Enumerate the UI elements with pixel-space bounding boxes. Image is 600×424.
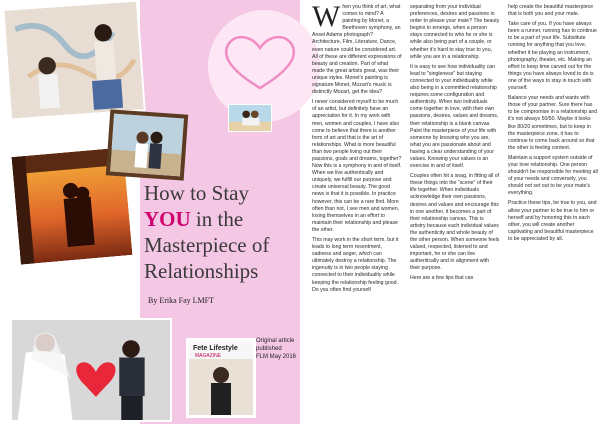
paragraph: Couples often hit a snag, in fitting all of these things into the "scene" of their life together. When individuals acknowledge their own passions, desires and values and encourage this in one another, it becomes a part of their relationship canvas. This is artistry because each individual values the authenticity and whole beauty of the other person. When someone feels valued, respected, listened to and important, he or she can live authentically and in alignment with their purpose. xyxy=(410,173,500,272)
title-line-2-rest: in the xyxy=(190,207,244,231)
magazine-brand: Fete Lifestyle xyxy=(193,345,238,352)
drop-cap: W xyxy=(312,0,341,33)
title-line-4: Relationships xyxy=(144,259,259,283)
paragraph: Take care of you. If you have always been a runner, running has to continue to be a part of your life. Substitute running for anything that you love, whether it be playing an instrument, photography, theater, etc. Making an effort to keep time carved out for the things you have always loved to do is one of the ways to stay in touch with yourself. xyxy=(508,21,597,92)
paragraph: I never considered myself to be much of an artist, but definitely have an appreciation for it. In my work with men, women and couples, I have also come to believe that there is another form of art and that is the art of relationships. What is more beautiful than two people living out their passions, goals and dreams, together? Now this is a symphony in and of itself. When we live authentically and uniquely, we fulfill our purpose and create universal beauty. The good news is that it is possible. In practice however, this can be a rare find. More often than not, I see men and women, losing themselves in an effort to maintain their relationship and please the other. xyxy=(312,99,402,233)
credit-line-2: FLM May 2016 xyxy=(256,354,297,360)
magazine-cover-thumbnail xyxy=(186,338,256,418)
paragraph: Here are a few tips that can xyxy=(410,275,474,282)
publication-credit xyxy=(256,337,316,361)
article-column-1 xyxy=(312,0,402,297)
paragraph: It is easy to see how individuality can lead to "singleness" but staying connected to your individuality while also being in a committed relationship requires some configuration and authenticity. When two individuals come together in love, with their own passions, desires, values and dreams, their relationship is a blank canvas. Paint the masterpiece of your life with someone by knowing who you are, what you are passionate about and having a clear understanding of your values. Knowing your values is an exercise in and of itself. xyxy=(410,63,499,170)
paragraph: This may work in the short term, but it leads to long term resentment, sadness and anger, which can ultimately destroy a relationship. The ingenuity is in two people staying connected to their individuality while keeping the relationship feeling good. Do you often find yourself xyxy=(312,237,399,293)
article-title xyxy=(144,180,296,284)
article-column-2 xyxy=(410,4,500,286)
title-line-2 xyxy=(144,206,296,232)
title-line-3: Masterpiece of xyxy=(144,233,270,257)
byline: By Erika Fay LMFT xyxy=(148,296,214,305)
paragraph-text: hen you think of art, what comes to mind? A painting by Monet, a Beethoven symphony, an Ansel Adams photograph? Architecture, Film, Literature, Dance, even nature could be considered art. All of these are different expressions of beauty and creation. Part of what made the great artists great, was their unique styles. Monet's painting is signature Monet, Mozart's music is distinctly Mozart, get the idea? xyxy=(312,4,402,96)
beach-couple-photo xyxy=(228,104,272,132)
credit-line-1: Original article published xyxy=(256,338,295,352)
magazine-sub: MAGAZINE xyxy=(195,353,222,359)
paragraph: help create the beautiful masterpiece that is both you and your mate. xyxy=(508,4,594,18)
heart-outline-icon xyxy=(220,30,300,94)
title-line-1: How to Stay xyxy=(144,181,249,205)
couple-painting-photo xyxy=(2,0,145,121)
framed-couple-photo xyxy=(106,109,188,180)
bride-groom-heart-photo xyxy=(10,318,172,422)
paragraph: Practice these tips, be true to you, and allow your partner to be true to him or herself and by honoring this in each other, you will create another captivating and beautiful masterpiece to be appreciated by all. xyxy=(508,200,597,242)
paragraph: separating from your individual preferences, desires and passions in order to please your mate? The beauty begins to emerge, when a person stays connected to who he or she is while also being part of a couple, or whether it's hard to stay true to you, while you are in a relationship. xyxy=(410,4,500,60)
paragraph: Maintain a support system outside of your love relationship. One person shouldn't be responsible for meeting all of your needs and conversely, you should not set out to be your mate's everything. xyxy=(508,154,598,197)
paragraph xyxy=(312,0,402,96)
article-column-3 xyxy=(508,4,598,246)
paragraph: Balance your needs and wants with those of your partner. Sure there has to be compromise in a relationship and it's not always 50/50. Maybe it looks like 80/20 sometimes, but to keep in the masterpiece zone, it has to continue to come back around so that the other is feeling content. xyxy=(508,95,598,151)
title-you: YOU xyxy=(144,207,191,231)
